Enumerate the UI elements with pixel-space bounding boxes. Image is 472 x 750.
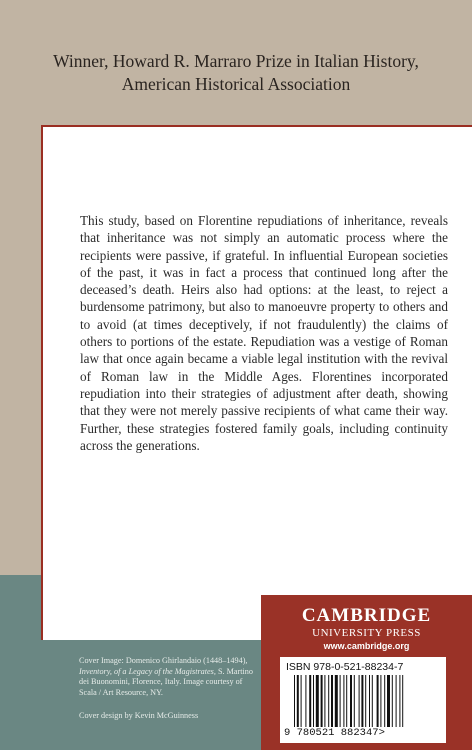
cover-design-credit: Cover design by Kevin McGuinness [79,711,199,720]
barcode-group-2: 882347 [340,727,379,739]
isbn-label: ISBN 978-0-521-88234-7 [286,661,404,673]
barcode-end-mark: > [378,727,385,739]
barcode-digits [284,727,440,739]
publisher-press: UNIVERSITY PRESS [312,627,421,639]
publisher-url[interactable]: www.cambridge.org [323,641,410,651]
cover-credit-work-title: Inventory, of a Legacy of the Magistrates, [79,666,216,676]
barcode-group-1: 780521 [296,727,335,739]
publisher-block [261,595,472,750]
barcode-box [280,657,446,743]
award-heading [0,50,472,96]
book-description: This study, based on Florentine repudiations of inheritance, reveals that inheritance was not simply an automatic process where the recipients were passive, if grateful. In influential European societies of the past, it was in fact a process that continued long after the deceased’s death. Heirs also had options: at the least, to reject a burdensome patrimony, but also to manoeuvre property to others and to avoid (at times deceptively, if not fraudulently) the claims of others to portions of the estate. Repudiation was a vestige of Roman law that once again became a viable legal institution with the revival of Roman law in the Middle Ages. Florentines incorporated repudiation into their strategies of adjustment after death, showing that they were not merely passive recipients of what came their way. Further, these strategies fostered family goals, including continuity across the generations. [80,213,448,453]
cover-credit-suffix: S. Martino dei Buonomini, Florence, Italy. Image courtesy of Scala / Art Resource, NY. [79,666,253,697]
award-line-2: American Historical Association [121,74,351,94]
cover-image-credit [79,656,257,698]
barcode-icon [294,675,434,727]
award-line-1: Winner, Howard R. Marraro Prize in Italian History, [53,51,419,71]
publisher-name: CAMBRIDGE [301,605,432,626]
cover-credit-prefix: Cover Image: Domenico Ghirlandaio (1448–1494), [79,656,248,665]
barcode-first-digit: 9 [284,727,291,739]
